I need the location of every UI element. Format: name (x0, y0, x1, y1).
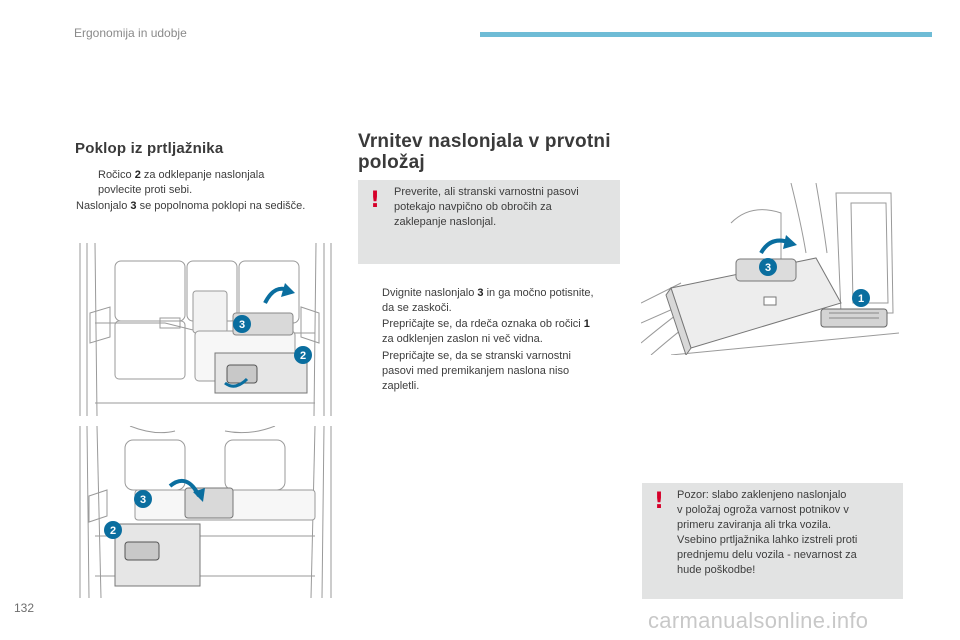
text-line: Preverite, ali stranski varnostni pasovi (394, 186, 579, 198)
ref-number: 3 (477, 287, 484, 299)
svg-text:2: 2 (299, 350, 307, 362)
watermark: carmanualsonline.info (648, 608, 869, 633)
heading-boot-fold: Poklop iz prtljažnika (75, 140, 224, 157)
warning-text (394, 185, 614, 230)
svg-text:3: 3 (139, 494, 147, 506)
page-number: 132 (14, 601, 35, 615)
ref-number: 1 (583, 318, 590, 330)
text-fragment: in ga močno potisnite, (483, 287, 594, 299)
step-check-red-mark (360, 317, 624, 347)
step-raise-seatback (360, 286, 624, 316)
heading-return-seatback (358, 131, 638, 173)
text-line: Pozor: slabo zaklenjeno naslonjalo (677, 489, 847, 501)
text-fragment: Prepričajte se, da rdeča oznaka ob ročici (382, 318, 584, 330)
text-line: hude poškodbe! (677, 564, 756, 576)
text-line: povlecite proti sebi. (98, 184, 193, 196)
svg-text:3: 3 (238, 319, 246, 331)
text-line: zapletli. (382, 380, 420, 392)
text-line: prednjemu delu vozila - nevarnost za (677, 549, 857, 561)
heading-line: Vrnitev naslonjala v prvotni (358, 131, 611, 152)
text-fragment: za odklepanje naslonjala (140, 169, 265, 181)
text-fragment: se popolnoma poklopi na sedišče. (136, 200, 306, 212)
ref-number: 3 (130, 200, 137, 212)
illustration-seat-raise (641, 183, 899, 355)
section-title: Ergonomija in udobje (74, 26, 187, 40)
text-line: za odklenjen zaslon ni več vidna. (382, 333, 543, 345)
illustration-seat-unlock (75, 243, 336, 416)
text-line: primeru zaviranja ali trka vozila. (677, 519, 832, 531)
text-line: Vsebino prtljažnika lahko izstreli proti (677, 534, 858, 546)
text-line: potekajo navpično ob obročih za (394, 201, 552, 213)
header-accent-bar (480, 32, 932, 37)
left-paragraph (76, 199, 346, 214)
svg-text:3: 3 (764, 262, 772, 274)
text-line: da se zaskoči. (382, 302, 452, 314)
warning-text (677, 488, 899, 578)
step-check-belts (360, 349, 624, 395)
heading-line: položaj (358, 152, 425, 173)
text-line: v položaj ogroža varnost potnikov v (677, 504, 849, 516)
text-line: zaklepanje naslonjal. (394, 216, 497, 228)
warning-icon: ! (370, 188, 381, 213)
text-line: Prepričajte se, da se stranski varnostni (382, 350, 571, 362)
warning-icon: ! (654, 489, 665, 514)
text-fragment: Naslonjalo (76, 200, 131, 212)
text-fragment: Dvignite naslonjalo (382, 287, 478, 299)
warning-box-locking (642, 483, 903, 599)
text-fragment: Ročico (98, 169, 135, 181)
left-bullet-1 (76, 168, 336, 198)
illustration-seat-folded (75, 426, 336, 598)
ref-number: 2 (134, 169, 141, 181)
warning-box-seatbelts (358, 180, 620, 264)
svg-text:2: 2 (109, 525, 117, 537)
text-line: pasovi med premikanjem naslona niso (382, 365, 570, 377)
svg-text:1: 1 (857, 293, 865, 305)
